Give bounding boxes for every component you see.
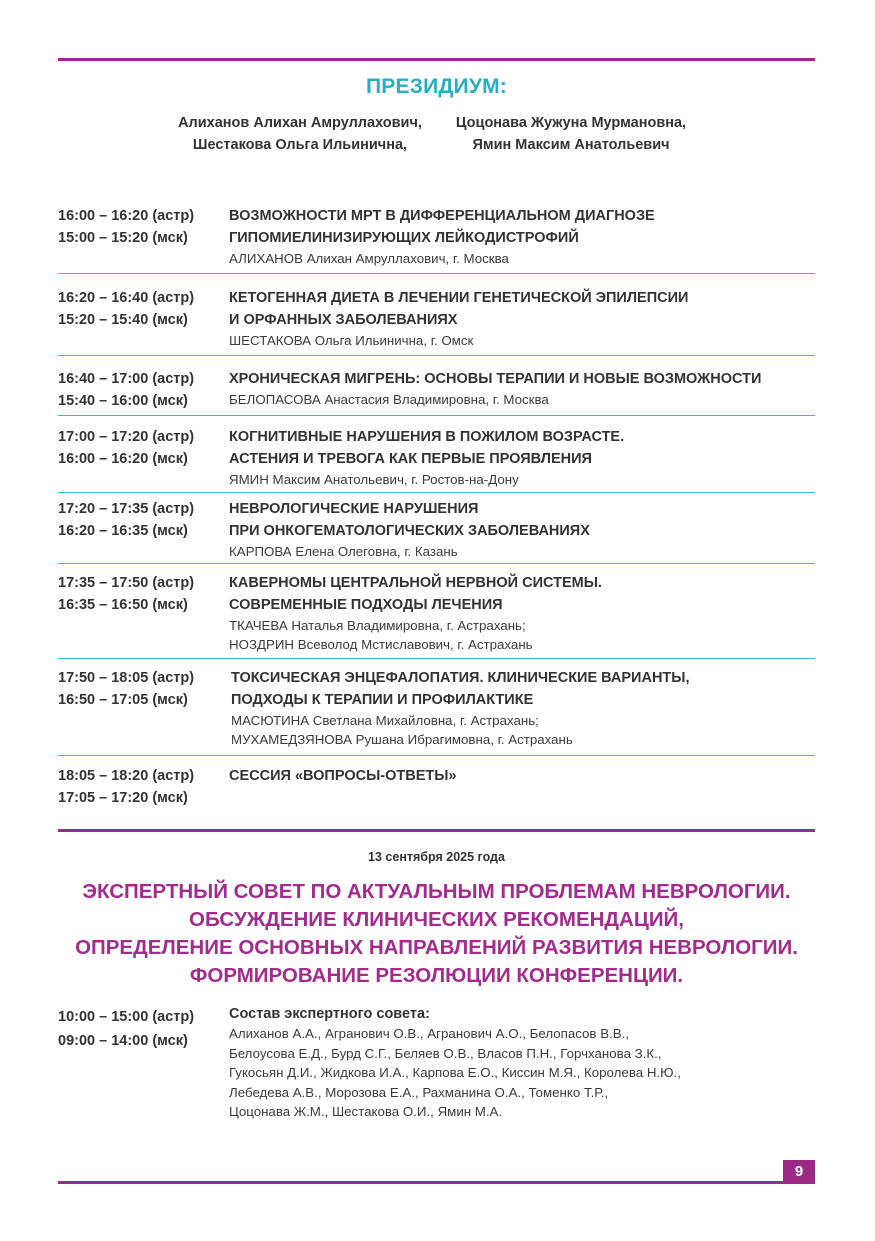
session-divider (58, 355, 815, 356)
expert-title-line: ФОРМИРОВАНИЕ РЕЗОЛЮЦИИ КОНФЕРЕНЦИИ. (189, 964, 684, 987)
session-divider (58, 755, 815, 756)
council-members-line: Лебедева А.В., Морозова Е.А., Рахманина О.А., Томенко Т.Р., (229, 1084, 609, 1100)
expert-title-line: ОПРЕДЕЛЕНИЕ ОСНОВНЫХ НАПРАВЛЕНИЙ РАЗВИТИЯ НЕВРОЛОГИИ. (75, 936, 798, 959)
time-msk: 17:05 – 17:20 (мск) (58, 790, 188, 806)
session-divider (58, 273, 815, 274)
session-body (229, 498, 815, 561)
time-astr: 16:40 – 17:00 (астр) (58, 371, 195, 387)
expert-title-line: ОБСУЖДЕНИЕ КЛИНИЧЕСКИХ РЕКОМЕНДАЦИЙ, (189, 908, 684, 931)
session-time (58, 498, 223, 542)
time-msk: 15:00 – 15:20 (мск) (58, 230, 188, 246)
session-body (229, 368, 815, 409)
session-speaker: ТКАЧЕВА Наталья Владимировна, г. Астрахань; (229, 618, 526, 633)
session-speaker: МАСЮТИНА Светлана Михайловна, г. Астрахань; (231, 713, 539, 728)
time-astr: 10:00 – 15:00 (астр) (58, 1009, 195, 1025)
session-speaker: АЛИХАНОВ Алихан Амруллахович, г. Москва (229, 251, 509, 266)
session-title: ВОЗМОЖНОСТИ МРТ В ДИФФЕРЕНЦИАЛЬНОМ ДИАГНОЗЕ (229, 208, 655, 224)
session-title: СЕССИЯ «ВОПРОСЫ-ОТВЕТЫ» (229, 768, 457, 784)
session-speaker: КАРПОВА Елена Олеговна, г. Казань (229, 544, 458, 559)
time-msk: 09:00 – 14:00 (мск) (58, 1033, 188, 1049)
session-speaker: БЕЛОПАСОВА Анастасия Владимировна, г. Москва (229, 392, 549, 407)
time-msk: 15:20 – 15:40 (мск) (58, 312, 188, 328)
session-body (229, 426, 815, 489)
presidium-title: ПРЕЗИДИУМ: (366, 75, 507, 98)
presidium-member: Шестакова Ольга Ильинична, (192, 137, 408, 153)
expert-title-line: ЭКСПЕРТНЫЙ СОВЕТ ПО АКТУАЛЬНЫМ ПРОБЛЕМАМ НЕВРОЛОГИИ. (82, 880, 791, 903)
session-divider (58, 492, 815, 493)
council-members-line: Белоусова Е.Д., Бурд С.Г., Беляев О.В., Власов П.Н., Горчханова З.К., (229, 1045, 662, 1061)
session-title: НЕВРОЛОГИЧЕСКИЕ НАРУШЕНИЯ (229, 501, 479, 517)
council-members-line: Гукосьян Д.И., Жидкова И.А., Карпова Е.О., Киссин М.Я., Королева Н.Ю., (229, 1065, 681, 1080)
session-speaker: МУХАМЕДЗЯНОВА Рушана Ибрагимовна, г. Астрахань (231, 732, 573, 747)
session-title: И ОРФАННЫХ ЗАБОЛЕВАНИЯХ (229, 312, 458, 328)
presidium-member: Цоцонава Жужуна Мурмановна, (455, 115, 687, 131)
session-body (229, 765, 815, 787)
time-astr: 17:35 – 17:50 (астр) (58, 575, 195, 591)
time-msk: 16:20 – 16:35 (мск) (58, 523, 188, 539)
council-members-line: Цоцонава Ж.М., Шестакова О.И., Ямин М.А. (229, 1104, 503, 1119)
session-title: ТОКСИЧЕСКАЯ ЭНЦЕФАЛОПАТИЯ. КЛИНИЧЕСКИЕ ВАРИАНТЫ, (231, 670, 690, 686)
top-divider (58, 58, 815, 61)
presidium-member: Алиханов Алихан Амруллахович, (178, 115, 422, 131)
session-divider (58, 563, 815, 564)
session-title: ПРИ ОНКОГЕМАТОЛОГИЧЕСКИХ ЗАБОЛЕВАНИЯХ (229, 523, 590, 539)
time-msk: 15:40 – 16:00 (мск) (58, 393, 188, 409)
session-time (58, 765, 223, 809)
session-title: ПОДХОДЫ К ТЕРАПИИ И ПРОФИЛАКТИКЕ (231, 692, 534, 708)
section-divider (58, 829, 815, 832)
session-speaker: ШЕСТАКОВА Ольга Ильинична, г. Омск (229, 333, 474, 348)
time-astr: 17:00 – 17:20 (астр) (58, 429, 195, 445)
session-body (231, 667, 817, 749)
time-astr: 16:00 – 16:20 (астр) (58, 208, 195, 224)
session-time (58, 426, 223, 470)
page-number: 9 (783, 1160, 815, 1184)
session-title: АСТЕНИЯ И ТРЕВОГА КАК ПЕРВЫЕ ПРОЯВЛЕНИЯ (229, 451, 592, 467)
session-time (58, 368, 223, 412)
session-title: СОВРЕМЕННЫЕ ПОДХОДЫ ЛЕЧЕНИЯ (229, 597, 503, 613)
time-astr: 16:20 – 16:40 (астр) (58, 290, 195, 306)
presidium-left-column (170, 112, 430, 156)
expert-council-title (58, 878, 815, 990)
time-msk: 16:35 – 16:50 (мск) (58, 597, 188, 613)
session-body (229, 287, 815, 350)
time-msk: 16:00 – 16:20 (мск) (58, 451, 188, 467)
presidium-right-column (440, 112, 702, 156)
session-time (58, 205, 223, 249)
presidium-member: Ямин Максим Анатольевич (472, 137, 670, 153)
session-divider (58, 658, 815, 659)
session-time (58, 572, 223, 616)
session-body (229, 205, 815, 268)
session-time (58, 667, 223, 711)
council-time (58, 1005, 223, 1053)
session-title: КОГНИТИВНЫЕ НАРУШЕНИЯ В ПОЖИЛОМ ВОЗРАСТЕ. (229, 429, 625, 445)
time-msk: 16:50 – 17:05 (мск) (58, 692, 188, 708)
council-heading: Состав экспертного совета: (229, 1006, 430, 1022)
session-body (229, 572, 815, 654)
time-astr: 17:50 – 18:05 (астр) (58, 670, 195, 686)
bottom-divider (58, 1181, 815, 1184)
session-title: КАВЕРНОМЫ ЦЕНТРАЛЬНОЙ НЕРВНОЙ СИСТЕМЫ. (229, 575, 602, 591)
session-speaker: НОЗДРИН Всеволод Мстиславович, г. Астрахань (229, 637, 533, 652)
session-divider (58, 415, 815, 416)
council-members-line: Алиханов А.А., Агранович О.В., Агранович А.О., Белопасов В.В., (229, 1026, 630, 1041)
time-astr: 17:20 – 17:35 (астр) (58, 501, 195, 517)
session-title: ГИПОМИЕЛИНИЗИРУЮЩИХ ЛЕЙКОДИСТРОФИЙ (229, 230, 579, 246)
time-astr: 18:05 – 18:20 (астр) (58, 768, 195, 784)
day-date: 13 сентября 2025 года (368, 850, 505, 864)
session-time (58, 287, 223, 331)
session-speaker: ЯМИН Максим Анатольевич, г. Ростов-на-Дону (229, 472, 519, 487)
council-body (229, 1004, 815, 1122)
session-title: ХРОНИЧЕСКАЯ МИГРЕНЬ: ОСНОВЫ ТЕРАПИИ И НОВЫЕ ВОЗМОЖНОСТИ (229, 371, 762, 387)
session-title: КЕТОГЕННАЯ ДИЕТА В ЛЕЧЕНИИ ГЕНЕТИЧЕСКОЙ ЭПИЛЕПСИИ (229, 290, 689, 306)
